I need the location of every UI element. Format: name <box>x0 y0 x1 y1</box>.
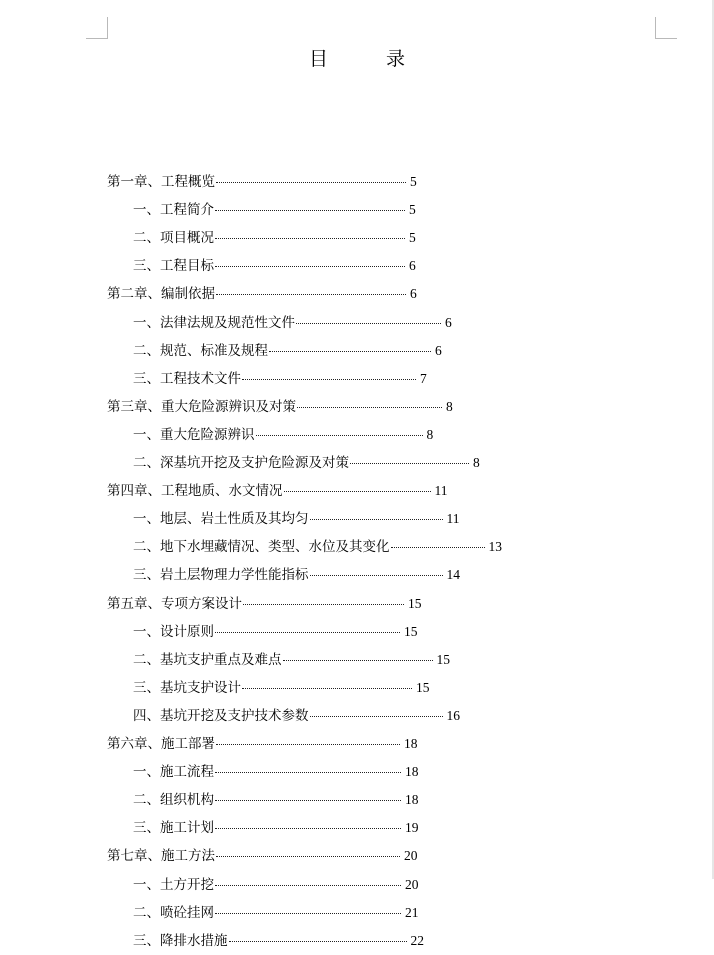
toc-entry[interactable] <box>107 393 453 421</box>
toc-entry[interactable] <box>133 309 452 337</box>
toc-dot-leader <box>284 490 431 492</box>
toc-page-number: 15 <box>436 651 450 667</box>
toc-dot-leader <box>242 687 412 689</box>
toc-page-number: 18 <box>405 764 419 780</box>
toc-entry-label: 一、设计原则 <box>133 623 214 640</box>
toc-entry-label: 二、深基坑开挖及支护危险源及对策 <box>133 455 349 471</box>
toc-entry[interactable] <box>133 702 460 730</box>
toc-dot-leader <box>229 940 407 942</box>
toc-dot-leader <box>310 715 443 717</box>
margin-corner-mark-top-left <box>86 17 108 39</box>
toc-entry[interactable] <box>133 618 418 646</box>
toc-entry-label: 三、岩土层物理力学性能指标 <box>133 567 309 584</box>
toc-entry[interactable] <box>133 224 416 252</box>
toc-dot-leader <box>215 265 405 267</box>
toc-dot-leader <box>216 743 400 745</box>
toc-dot-leader <box>215 799 401 801</box>
toc-page-number: 16 <box>446 707 460 723</box>
toc-dot-leader <box>216 293 406 295</box>
toc-page-number: 20 <box>404 848 418 864</box>
toc-page-number: 19 <box>405 820 419 836</box>
toc-page-number: 6 <box>445 314 452 330</box>
toc-entry[interactable] <box>107 730 418 758</box>
toc-entry[interactable] <box>133 899 419 927</box>
toc-page-number: 14 <box>446 567 460 583</box>
toc-dot-leader <box>215 209 405 211</box>
toc-page-number: 8 <box>473 455 480 470</box>
toc-entry-label: 四、基坑开挖及支护技术参数 <box>133 707 309 724</box>
toc-entry[interactable] <box>133 533 502 561</box>
toc-entry[interactable] <box>133 646 450 674</box>
toc-entry[interactable] <box>133 337 442 365</box>
toc-entry-label: 二、组织机构 <box>133 792 214 809</box>
toc-entry[interactable] <box>133 365 427 393</box>
toc-dot-leader <box>215 884 401 886</box>
toc-entry-label: 三、工程目标 <box>133 258 214 275</box>
toc-entry-label: 第一章、工程概览 <box>107 174 215 190</box>
toc-entry-label: 第五章、专项方案设计 <box>107 595 242 612</box>
toc-dot-leader <box>215 771 401 773</box>
toc-entry[interactable] <box>133 786 419 814</box>
toc-page-number: 11 <box>446 511 460 527</box>
toc-dot-leader <box>310 574 443 576</box>
toc-page-number: 5 <box>409 230 416 246</box>
toc-entry[interactable] <box>133 196 416 224</box>
toc-dot-leader <box>310 518 443 520</box>
toc-page-number: 15 <box>416 679 430 695</box>
toc-entry-label: 一、土方开挖 <box>133 876 214 893</box>
toc-dot-leader <box>215 827 401 829</box>
toc-dot-leader <box>216 181 406 183</box>
toc-entry-label: 二、基坑支护重点及难点 <box>133 651 282 668</box>
toc-entry[interactable] <box>107 842 418 870</box>
toc-entry-label: 三、基坑支护设计 <box>133 679 241 696</box>
toc-entry-label: 一、施工流程 <box>133 764 214 781</box>
toc-page-number: 18 <box>404 736 418 751</box>
toc-entry-label: 二、项目概况 <box>133 230 214 247</box>
toc-page-number: 7 <box>420 370 427 386</box>
toc-entry[interactable] <box>133 674 430 702</box>
toc-dot-leader <box>216 855 400 857</box>
toc-entry[interactable] <box>107 590 422 618</box>
toc-dot-leader <box>215 237 405 239</box>
toc-dot-leader <box>283 659 433 661</box>
toc-entry-label: 一、法律法规及规范性文件 <box>133 314 295 331</box>
toc-title: 目 录 <box>308 48 432 70</box>
toc-dot-leader <box>256 434 423 436</box>
toc-entry[interactable] <box>133 252 416 280</box>
toc-entry-label: 第七章、施工方法 <box>107 848 215 865</box>
toc-entry-label: 一、地层、岩土性质及其均匀 <box>133 511 309 528</box>
toc-entry-label: 一、工程简介 <box>133 202 214 219</box>
toc-page-number: 11 <box>434 483 448 499</box>
toc-dot-leader <box>269 350 431 352</box>
toc-dot-leader <box>242 378 416 380</box>
toc-dot-leader <box>243 603 404 605</box>
toc-entry[interactable] <box>107 280 417 308</box>
toc-entry-label: 三、工程技术文件 <box>133 370 241 387</box>
toc-entry-label: 第四章、工程地质、水文情况 <box>107 483 283 500</box>
toc-dot-leader <box>350 462 469 464</box>
toc-page-number: 5 <box>409 202 416 218</box>
toc-entry[interactable] <box>133 505 460 533</box>
toc-dot-leader <box>215 912 401 914</box>
toc-entry-label: 三、施工计划 <box>133 820 214 837</box>
toc-entry[interactable] <box>133 561 460 589</box>
toc-dot-leader <box>391 546 485 548</box>
toc-entry[interactable] <box>133 758 419 786</box>
toc-dot-leader <box>215 631 400 633</box>
toc-entry-label: 第二章、编制依据 <box>107 286 215 303</box>
toc-entry[interactable] <box>133 871 419 899</box>
toc-entry[interactable] <box>133 814 419 842</box>
toc-entry[interactable] <box>107 168 417 196</box>
toc-page-number: 6 <box>409 258 416 274</box>
toc-page-number: 5 <box>410 174 417 189</box>
toc-entry-label: 二、喷砼挂网 <box>133 904 214 921</box>
toc-entry-label: 二、规范、标准及规程 <box>133 342 268 359</box>
toc-entry[interactable] <box>133 927 424 955</box>
toc-page-number: 21 <box>405 904 419 920</box>
toc-entry-label: 第三章、重大危险源辨识及对策 <box>107 398 296 415</box>
toc-entry[interactable] <box>133 449 480 477</box>
toc-page-number: 15 <box>408 595 422 611</box>
toc-page-number: 18 <box>405 792 419 808</box>
toc-entry-label: 一、重大危险源辨识 <box>133 426 255 443</box>
toc-page-number: 22 <box>410 932 424 948</box>
toc-dot-leader <box>296 322 441 324</box>
toc-page-number: 8 <box>446 398 453 414</box>
toc-dot-leader <box>297 406 442 408</box>
toc-entry-label: 二、地下水埋藏情况、类型、水位及其变化 <box>133 539 390 556</box>
toc-entry[interactable] <box>107 477 448 505</box>
margin-corner-mark-top-right <box>655 17 677 39</box>
toc-page-number: 6 <box>435 342 442 358</box>
toc-entry[interactable] <box>133 421 433 449</box>
toc-page-number: 8 <box>426 426 434 442</box>
toc-page-number: 15 <box>404 623 418 639</box>
toc-entry-label: 三、降排水措施 <box>133 932 228 949</box>
toc-page-number: 20 <box>405 876 419 892</box>
toc-page-number: 13 <box>488 539 502 555</box>
toc-entry-label: 第六章、施工部署 <box>107 736 215 752</box>
toc-page-number: 6 <box>410 286 417 302</box>
